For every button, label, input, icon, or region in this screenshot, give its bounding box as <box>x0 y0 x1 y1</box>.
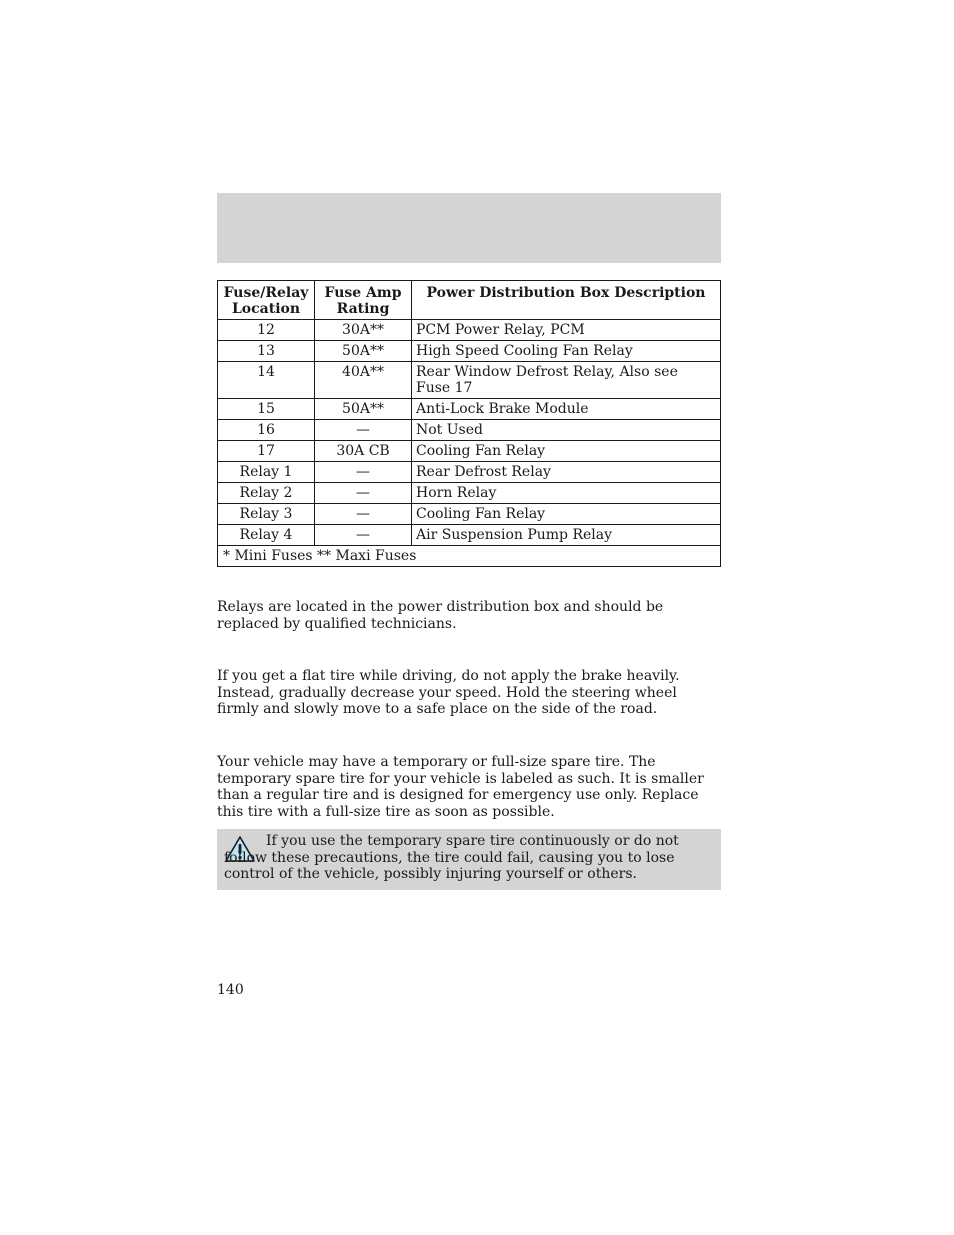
table-row <box>218 525 721 546</box>
table-footnote: * Mini Fuses ** Maxi Fuses <box>218 546 721 567</box>
table-row <box>218 420 721 441</box>
cell-location: Relay 2 <box>218 483 315 504</box>
header-amp-rating: Fuse Amp Rating <box>315 281 412 320</box>
spare-tire-paragraph: Your vehicle may have a temporary or full-size spare tire. The temporary spare tire for your vehicle is labeled as such. It is smaller than a regular tire and is designed for emergency use only. Replace this tire with a full-size tire as soon as possible. <box>217 754 704 820</box>
cell-location: 12 <box>218 320 315 341</box>
cell-amp: — <box>315 420 412 441</box>
cell-location: Relay 1 <box>218 462 315 483</box>
cell-description: Horn Relay <box>412 483 721 504</box>
cell-amp: 30A CB <box>315 441 412 462</box>
warning-text: If you use the temporary spare tire continuously or do not follow these precautions, the tire could fail, causing you to lose control of the vehicle, possibly injuring yourself or others. <box>224 833 679 882</box>
cell-description: PCM Power Relay, PCM <box>412 320 721 341</box>
table-row <box>218 504 721 525</box>
cell-amp: 50A** <box>315 399 412 420</box>
table-header-row <box>218 281 721 320</box>
cell-amp: — <box>315 483 412 504</box>
section-header-band <box>217 193 721 263</box>
cell-amp: — <box>315 504 412 525</box>
cell-location: 16 <box>218 420 315 441</box>
fuse-relay-table <box>217 280 721 567</box>
flat-tire-paragraph: If you get a flat tire while driving, do not apply the brake heavily. Instead, gradually decrease your speed. Hold the steering wheel firmly and slowly move to a safe place on the side of the road. <box>217 668 680 717</box>
cell-description: Cooling Fan Relay <box>412 504 721 525</box>
cell-location: 13 <box>218 341 315 362</box>
cell-amp: 50A** <box>315 341 412 362</box>
table-row <box>218 462 721 483</box>
cell-description: Anti-Lock Brake Module <box>412 399 721 420</box>
cell-location: Relay 4 <box>218 525 315 546</box>
cell-description: Rear Window Defrost Relay, Also see Fuse 17 <box>412 362 721 399</box>
cell-description: Rear Defrost Relay <box>412 462 721 483</box>
cell-description: Not Used <box>412 420 721 441</box>
cell-location: 15 <box>218 399 315 420</box>
cell-amp: — <box>315 525 412 546</box>
header-description: Power Distribution Box Description <box>412 281 721 320</box>
table-row <box>218 399 721 420</box>
cell-location: 14 <box>218 362 315 399</box>
table-row <box>218 483 721 504</box>
cell-description: High Speed Cooling Fan Relay <box>412 341 721 362</box>
cell-description: Air Suspension Pump Relay <box>412 525 721 546</box>
cell-location: Relay 3 <box>218 504 315 525</box>
table-footnote-row <box>218 546 721 567</box>
table-row <box>218 320 721 341</box>
table-row <box>218 362 721 399</box>
header-location: Fuse/Relay Location <box>218 281 315 320</box>
warning-box <box>217 829 721 890</box>
table-row <box>218 341 721 362</box>
page-number: 140 <box>217 982 244 998</box>
relays-paragraph: Relays are located in the power distribution box and should be replaced by qualified technicians. <box>217 599 664 632</box>
cell-location: 17 <box>218 441 315 462</box>
cell-amp: — <box>315 462 412 483</box>
table-row <box>218 441 721 462</box>
cell-amp: 30A** <box>315 320 412 341</box>
cell-description: Cooling Fan Relay <box>412 441 721 462</box>
cell-amp: 40A** <box>315 362 412 399</box>
